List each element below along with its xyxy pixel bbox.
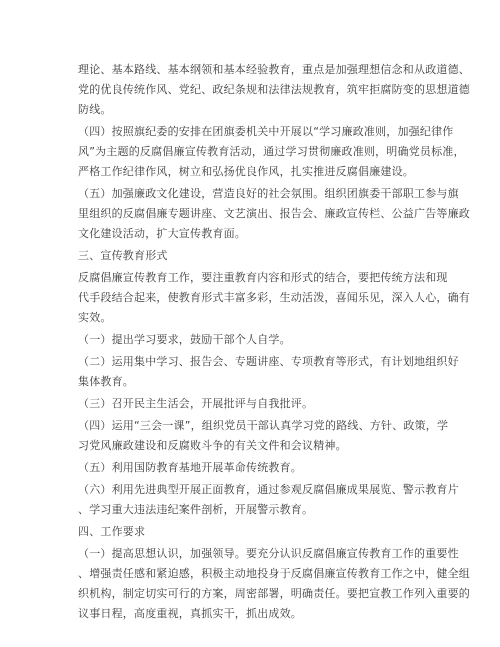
text-line: 里组织的反腐倡廉专题讲座、文艺演出、报告会、廉政宣传栏、公益广告等廉政 [78,207,470,220]
body-paragraph [78,268,470,328]
body-paragraph [78,330,423,350]
text-line: 防线。 [78,103,112,116]
body-paragraph [78,544,470,624]
section-heading [78,246,423,266]
text-line: 三、宣传教育形式 [78,249,168,262]
text-line: 集体教育。 [78,375,134,388]
document-body [78,60,470,624]
text-line: （二）运用集中学习、报告会、专题讲座、专项教育等形式，有计划地组织好 [78,355,459,368]
text-line: 文化建设活动，扩大宣传教育面。 [78,227,246,240]
body-paragraph [78,352,459,392]
text-line: 、学习重大违法违纪案件剖析，开展警示教育。 [78,503,314,516]
text-line: 实效。 [78,311,112,324]
document-page [78,60,470,624]
text-line: 反腐倡廉宣传教育工作，要注重教育内容和形式的结合，要把传统方法和现 [78,271,448,284]
text-line: 党的优良传统作风、党纪、政纪条规和法律法规教育，筑牢拒腐防变的思想道德 [78,83,470,96]
text-line: （五）利用国防教育基地开展革命传统教育。 [78,461,302,474]
body-paragraph [78,416,449,456]
body-paragraph [78,394,423,414]
text-line: （一）提高思想认识，加强领导。要充分认识反腐倡廉宣传教育工作的重要性 [78,547,459,560]
body-paragraph [78,480,459,520]
text-line: 风”为主题的反腐倡廉宣传教育活动，通过学习贯彻廉政准则，明确党员标准， [78,145,465,158]
body-paragraph [78,458,423,478]
body-paragraph [78,122,465,182]
text-line: 习党风廉政建设和反腐败斗争的有关文件和会议精神。 [78,439,347,452]
text-line: 严格工作纪律作风，树立和弘扬优良作风，扎实推进反腐倡廉建设。 [78,165,414,178]
text-line: 织机构，制定切实可行的方案，周密部署，明确责任。要把宣教工作列入重要的 [78,587,470,600]
text-line: （五）加强廉政文化建设，营造良好的社会氛围。组织团旗委干部职工参与旗 [78,187,459,200]
text-line: （四）按照旗纪委的安排在团旗委机关中开展以“学习廉政准则，加强纪律作 [78,125,454,138]
body-paragraph [78,60,470,120]
text-line: 代手段结合起来，使教育形式丰富多彩，生动活泼，喜闻乐见，深入人心，确有 [78,291,470,304]
text-line: 议事日程，高度重视，真抓实干，抓出成效。 [78,607,302,620]
section-heading [78,522,423,542]
text-line: 理论、基本路线、基本纲领和基本经验教育，重点是加强理想信念和从政道德、 [78,63,470,76]
text-line: （三）召开民主生活会，开展批评与自我批评。 [78,397,314,410]
text-line: 、增强责任感和紧迫感，积极主动地投身于反腐倡廉宣传教育工作之中，健全组 [78,567,470,580]
text-line: （四）运用“三会一课”，组织党员干部认真学习党的路线、方针、政策，学 [78,419,449,432]
text-line: 四、工作要求 [78,525,146,538]
text-line: （六）利用先进典型开展正面教育，通过参观反腐倡廉成果展览、警示教育片 [78,483,459,496]
text-line: （一）提出学习要求，鼓励干部个人自学。 [78,333,291,346]
body-paragraph [78,184,470,244]
